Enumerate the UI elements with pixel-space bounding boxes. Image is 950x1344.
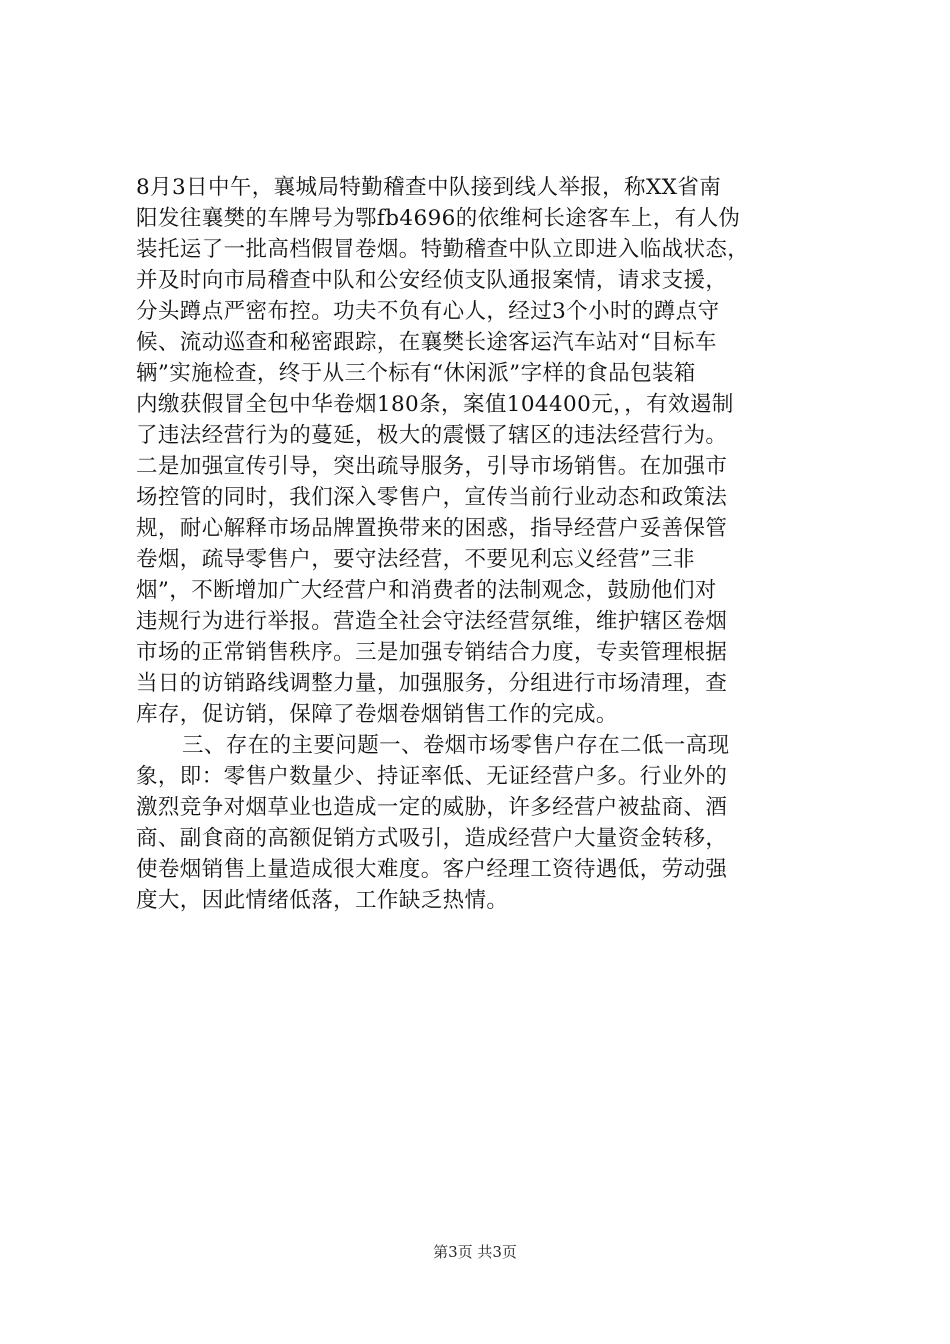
page-number: 第3页 共3页 — [433, 1243, 517, 1261]
text-line: 场控管的同时，我们深入零售户，宣传当前行业动态和政策法 — [136, 485, 728, 510]
text-line: 辆”实施检查，终于从三个标有“休闲派”字样的食品包装箱 — [136, 361, 696, 386]
text-line: 内缴获假冒全包中华卷烟180条，案值104400元，，有效遏制 — [136, 392, 734, 417]
text-line: 阳发往襄樊的车牌号为鄂fb4696的依维柯长途客车上，有人伪 — [136, 206, 741, 231]
text-line: 装托运了一批高档假冒卷烟。特勤稽查中队立即进入临战状态， — [136, 237, 750, 262]
page-footer — [0, 1242, 950, 1262]
text-line: 烟”，不断增加广大经营户和消费者的法制观念，鼓励他们对 — [136, 578, 717, 603]
text-line: 库存，促访销，保障了卷烟卷烟销售工作的完成。 — [136, 702, 618, 727]
text-line: 违规行为进行举报。营造全社会守法经营氛维，维护辖区卷烟 — [136, 609, 728, 634]
text-line: 象，即：零售户数量少、持证率低、无证经营户多。行业外的 — [136, 764, 728, 789]
text-line: 使卷烟销售上量造成很大难度。客户经理工资待遇低，劳动强 — [136, 857, 728, 882]
text-line: 二是加强宣传引导，突出疏导服务，引导市场销售。在加强市 — [136, 454, 728, 479]
text-line: 了违法经营行为的蔓延，极大的震慑了辖区的违法经营行为。 — [136, 423, 728, 448]
paragraph-start-line: 三、存在的主要问题一、卷烟市场零售户存在二低一高现 — [182, 733, 730, 758]
text-line: 激烈竞争对烟草业也造成一定的威胁，许多经营户被盐商、酒 — [136, 795, 728, 820]
text-line: 8月3日中午，襄城局特勤稽查中队接到线人举报，称XX省南 — [136, 175, 722, 200]
document-body — [136, 172, 836, 916]
text-line: 当日的访销路线调整力量，加强服务，分组进行市场清理，查 — [136, 671, 728, 696]
text-line: 卷烟，疏导零售户，要守法经营，不要见利忘义经营”三非 — [136, 547, 695, 572]
text-line: 商、副食商的高额促销方式吸引，造成经营户大量资金转移， — [136, 826, 728, 851]
text-line: 规，耐心解释市场品牌置换带来的困惑，指导经营户妥善保管 — [136, 516, 728, 541]
text-line: 候、流动巡查和秘密跟踪，在襄樊长途客运汽车站对“目标车 — [136, 330, 717, 355]
text-line: 度大，因此情绪低落，工作缺乏热情。 — [136, 888, 509, 913]
text-line: 市场的正常销售秩序。三是加强专销结合力度，专卖管理根据 — [136, 640, 728, 665]
text-line: 并及时向市局稽查中队和公安经侦支队通报案情，请求支援， — [136, 268, 728, 293]
text-line: 分头蹲点严密布控。功夫不负有心人，经过3个小时的蹲点守 — [136, 299, 720, 324]
